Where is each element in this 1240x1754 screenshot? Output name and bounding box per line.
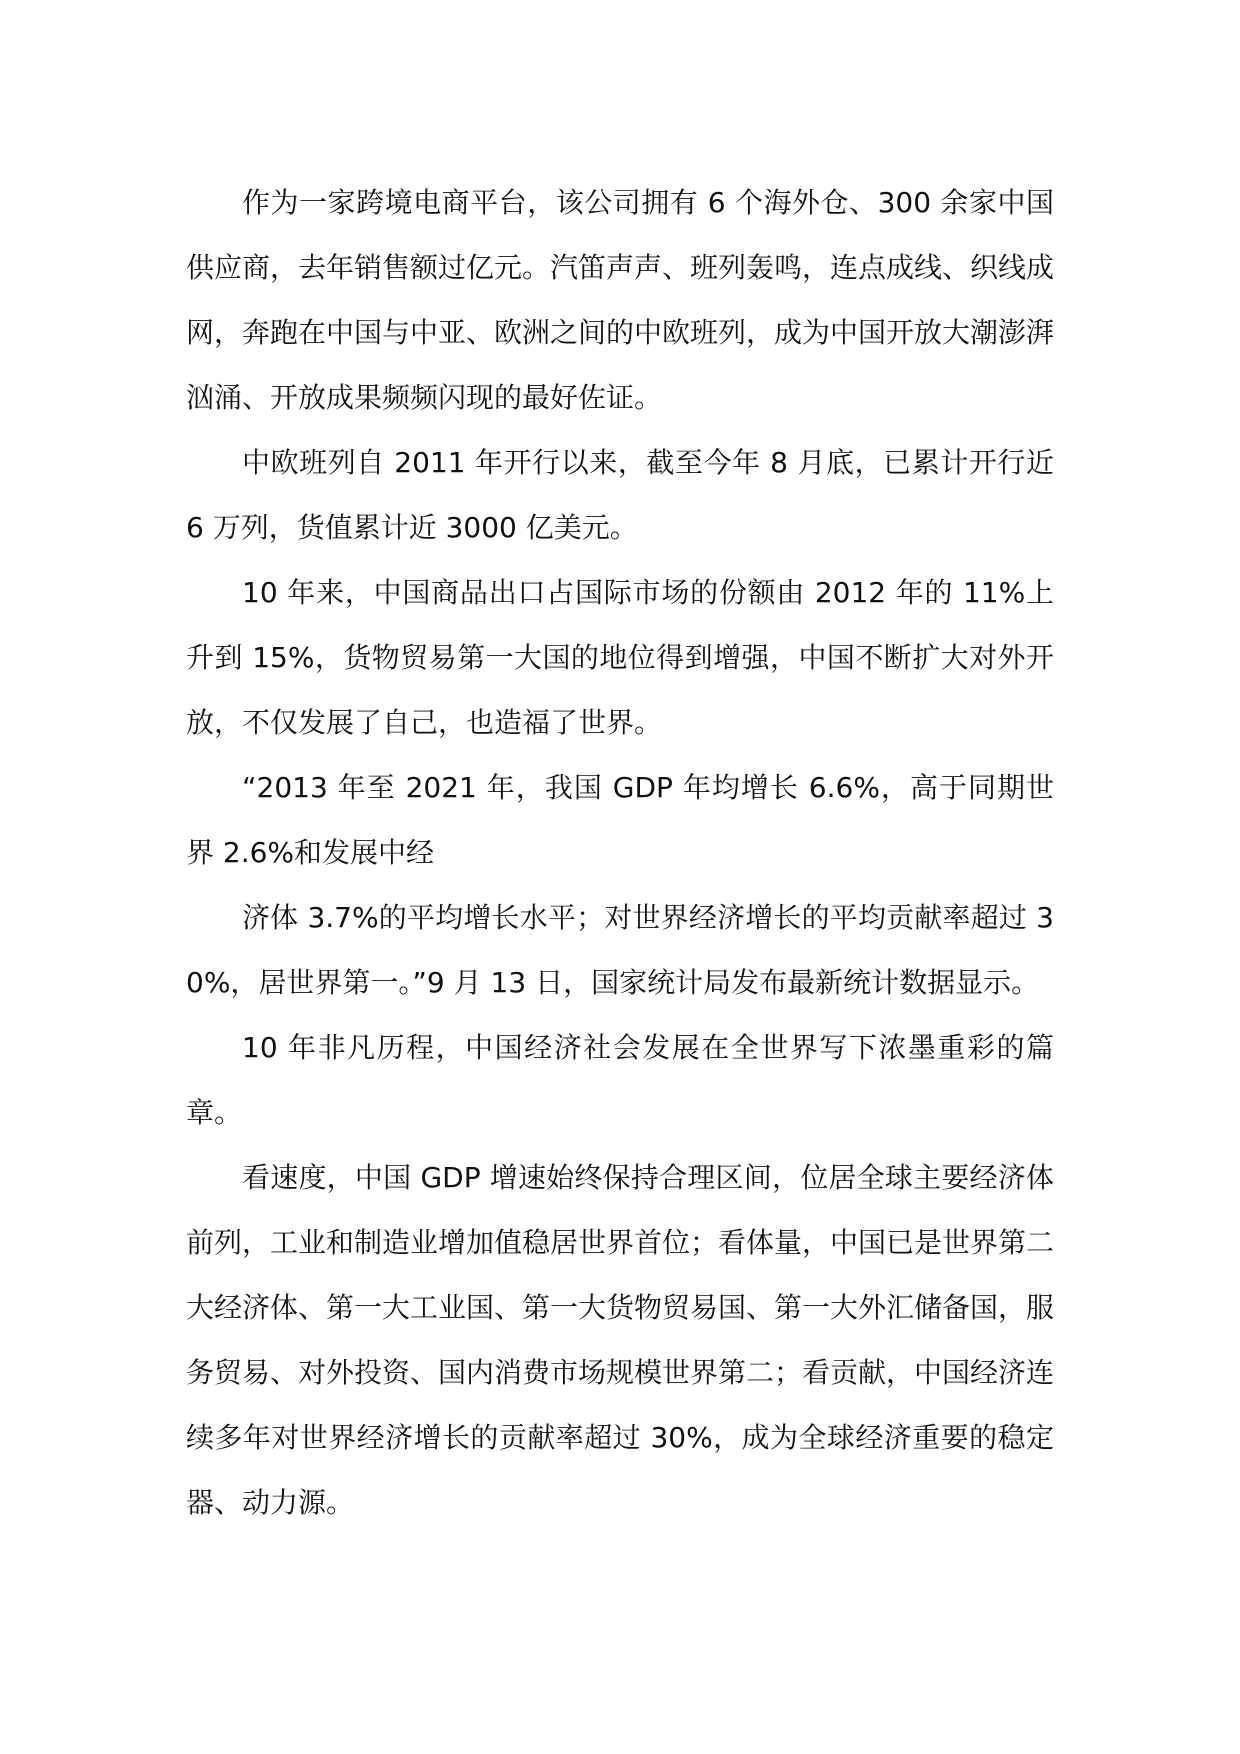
paragraph-2: 中欧班列自 2011 年开行以来，截至今年 8 月底，已累计开行近 6 万列，货值累计近 3000 亿美元。	[186, 446, 1054, 544]
paragraph-4: “2013 年至 2021 年，我国 GDP 年均增长 6.6%，高于同期世界 2.6%和发展中经	[186, 771, 1054, 869]
paragraph-1: 作为一家跨境电商平台，该公司拥有 6 个海外仓、300 余家中国供应商，去年销售额过亿元。汽笛声声、班列轰鸣，连点成线、织线成网，奔跑在中国与中亚、欧洲之间的中欧班列，成为中国开放大潮澎湃汹涌、开放成果频频闪现的最好佐证。	[186, 186, 1055, 414]
paragraph-3: 10 年来，中国商品出口占国际市场的份额由 2012 年的 11%上升到 15%，货物贸易第一大国的地位得到增强，中国不断扩大对外开放，不仅发展了自己，也造福了世界。	[186, 576, 1054, 739]
paragraph-6: 10 年非凡历程，中国经济社会发展在全世界写下浓墨重彩的篇章。	[186, 1031, 1054, 1129]
paragraph-5: 济体 3.7%的平均增长水平；对世界经济增长的平均贡献率超过 30%，居世界第一。”9 月 13 日，国家统计局发布最新统计数据显示。	[186, 901, 1054, 999]
document-body	[186, 170, 1054, 1535]
paragraph-7: 看速度，中国 GDP 增速始终保持合理区间，位居全球主要经济体前列，工业和制造业增加值稳居世界首位；看体量，中国已是世界第二大经济体、第一大工业国、第一大货物贸易国、第一大外汇储备国，服务贸易、对外投资、国内消费市场规模世界第二；看贡献，中国经济连续多年对世界经济增长的贡献率超过 30%，成为全球经济重要的稳定器、动力源。	[186, 1161, 1055, 1519]
